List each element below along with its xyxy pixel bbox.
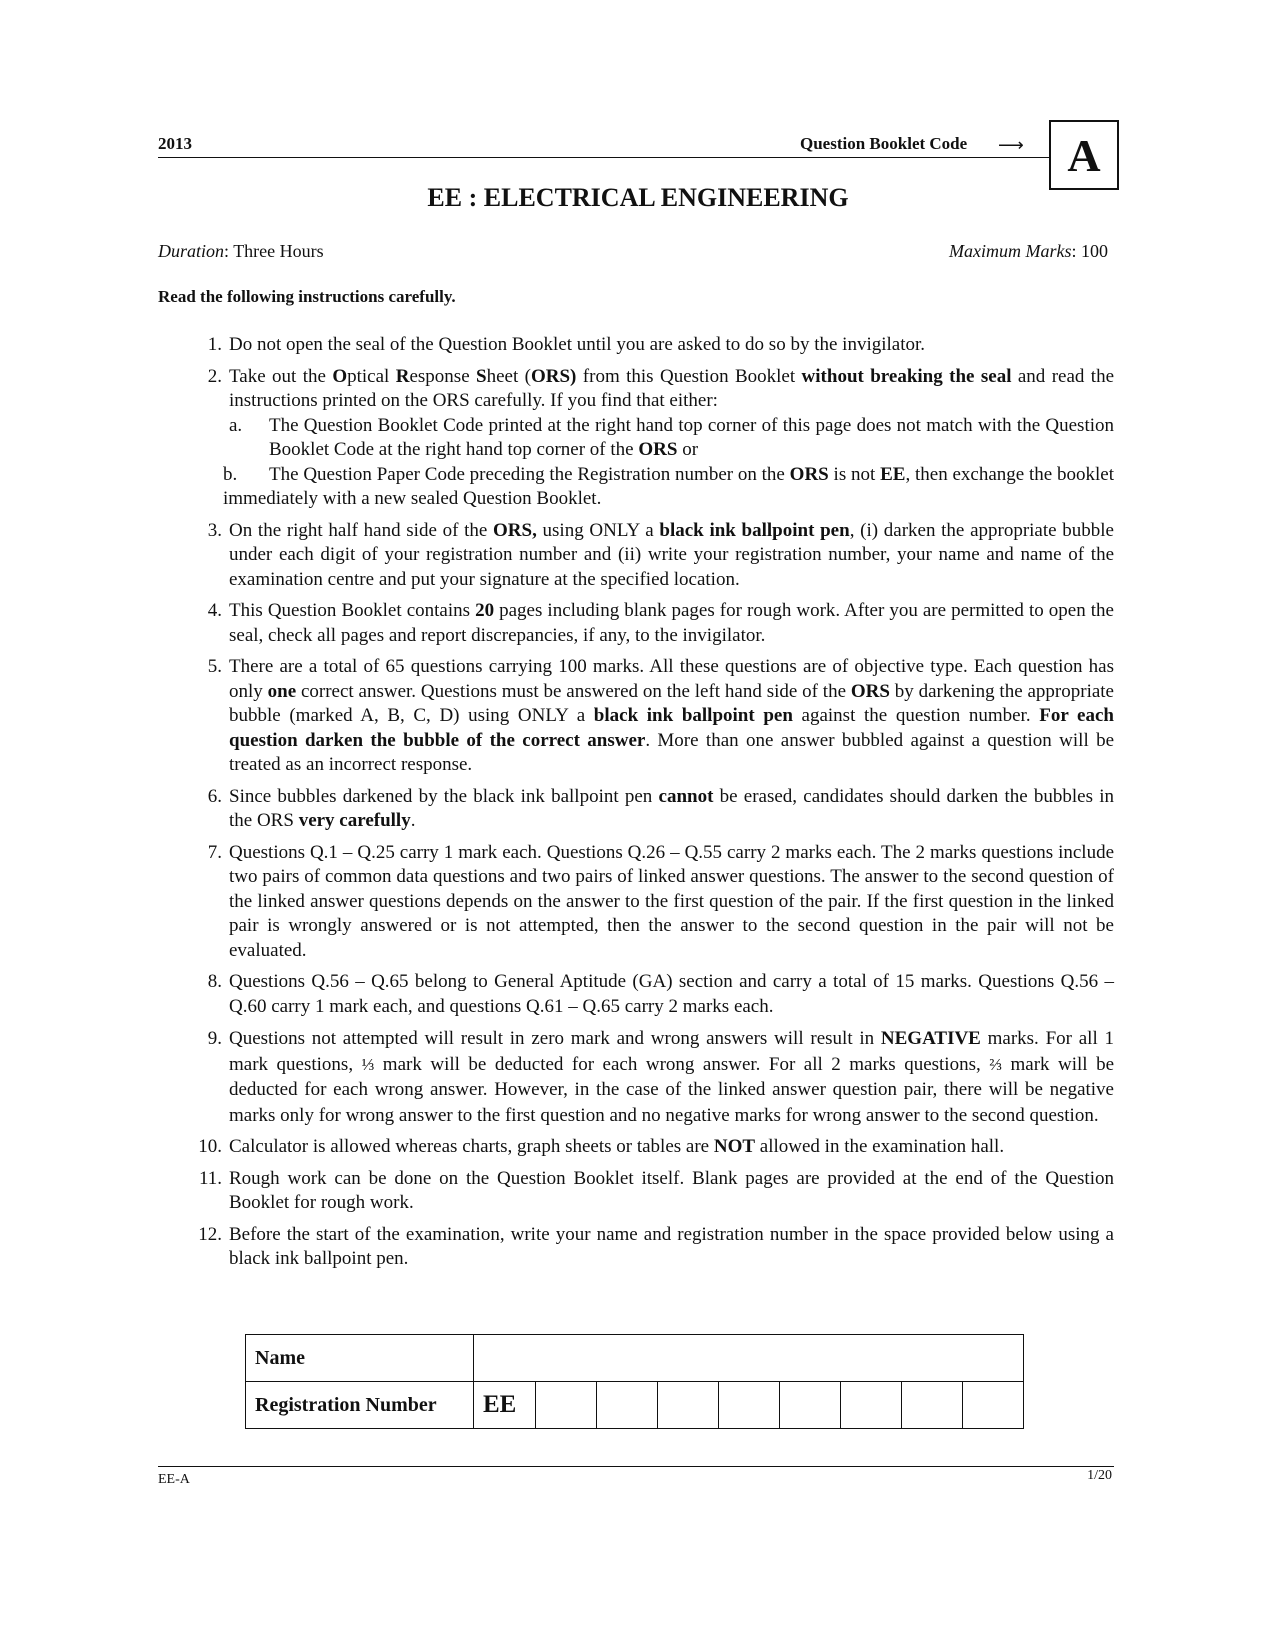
registration-digit-box[interactable]: [902, 1382, 963, 1429]
duration: [158, 241, 324, 262]
read-instructions-heading: Read the following instructions carefully.: [158, 287, 456, 306]
page-number: 1/20: [1087, 1468, 1112, 1483]
instruction-number: 5.: [207, 656, 222, 677]
instruction-item: [190, 1223, 1114, 1272]
name-row: [246, 1335, 1024, 1382]
footer-divider: [158, 1466, 1114, 1467]
arrow-right-icon: ⟶: [998, 135, 1024, 155]
instruction-item: [190, 970, 1114, 1019]
registration-digit-box[interactable]: [658, 1382, 719, 1429]
instruction-text: Questions not attempted will result in zero mark and wrong answers will result in NEGATIVE marks. For all 1 mark questions, ⅓ mark will be deducted for each wrong answer. For all 2 marks questions, ⅔ mark will be deducted for each wrong answer. However, in the case of the linked answer question pair, there will be negative marks only for wrong answer to the first question and no negative marks for wrong answer to the second question.: [229, 1028, 1115, 1126]
instruction-subitem: a. The Question Booklet Code printed at the right hand top corner of this page does not match with the Question Booklet Code at the right hand top corner of the ORS or: [229, 414, 1114, 460]
registration-row: [246, 1382, 1024, 1429]
instruction-text: There are a total of 65 questions carrying 100 marks. All these questions are of objective type. Each question has only one correct answer. Questions must be answered on the left hand side of the ORS by darkening the appropriate bubble (marked A, B, C, D) using ONLY a black ink ballpoint pen against the question number. For each question darken the bubble of the correct answer. More than one answer bubbled against a question will be treated as an incorrect response.: [229, 656, 1115, 775]
instruction-number: 2.: [207, 365, 222, 387]
registration-prefix: EE: [474, 1382, 536, 1429]
max-marks-label: Maximum Marks: [949, 241, 1072, 261]
registration-digit-box[interactable]: [719, 1382, 780, 1429]
instruction-item: [190, 785, 1114, 834]
registration-label: Registration Number: [246, 1382, 474, 1429]
instruction-number: 3.: [207, 519, 222, 541]
instruction-item: [190, 333, 1114, 358]
instruction-item: [190, 519, 1114, 593]
registration-digit-box[interactable]: [597, 1382, 658, 1429]
instruction-text: Before the start of the examination, write your name and registration number in the space provided below using a black ink ballpoint pen.: [229, 1223, 1114, 1269]
instruction-number: 1.: [207, 334, 222, 355]
registration-digit-box[interactable]: [780, 1382, 841, 1429]
booklet-code-label: Question Booklet Code: [800, 134, 968, 153]
registration-digit-box[interactable]: [841, 1382, 902, 1429]
instruction-text: Questions Q.56 – Q.65 belong to General Aptitude (GA) section and carry a total of 15 marks. Questions Q.56 – Q.60 carry 1 mark each, and questions Q.61 – Q.65 carry 2 marks each.: [229, 971, 1114, 1017]
instruction-number: 8.: [207, 971, 222, 992]
instruction-number: 9.: [207, 1028, 222, 1049]
instruction-item: [190, 365, 1114, 512]
registration-digit-box[interactable]: [963, 1382, 1024, 1429]
instruction-text: Calculator is allowed whereas charts, graph sheets or tables are NOT allowed in the examination hall.: [229, 1136, 1005, 1157]
instruction-number: 4.: [207, 600, 222, 621]
instruction-text: This Question Booklet contains 20 pages including blank pages for rough work. After you are permitted to open the seal, check all pages and report discrepancies, if any, to the invigilator.: [229, 600, 1114, 646]
duration-label: Duration: [158, 241, 225, 261]
booklet-code-box: [1049, 120, 1119, 190]
header-divider: [158, 157, 1049, 158]
instruction-item: [190, 599, 1114, 648]
instruction-number: 12.: [198, 1223, 222, 1245]
instruction-text: Since bubbles darkened by the black ink ballpoint pen cannot be erased, candidates should darken the bubbles in the ORS very carefully.: [229, 785, 1115, 831]
instruction-subitem: b. The Question Paper Code preceding the Registration number on the ORS is not EE, then exchange the booklet immediately with a new sealed Question Booklet.: [223, 463, 1114, 509]
instruction-text: Questions Q.1 – Q.25 carry 1 mark each. Questions Q.26 – Q.55 carry 2 marks each. The 2 marks questions include two pairs of common data questions and two pairs of linked answer questions. The answer to the second question of the linked answer questions depends on the answer to the first question of the pair. If the first question in the linked pair is wrongly answered or is not attempted, then the answer to the second question in the pair will not be evaluated.: [229, 841, 1114, 961]
subitem-label: b.: [223, 463, 238, 485]
instructions-list: [190, 333, 1114, 1279]
instruction-item: [190, 841, 1114, 964]
paper-code-footer: EE-A: [158, 1472, 190, 1487]
instruction-text: On the right half hand side of the ORS, using ONLY a black ink ballpoint pen, (i) darken the appropriate bubble under each digit of your registration number and (ii) write your registration number, your name and name of the examination centre and put your signature at the specified location.: [229, 519, 1114, 590]
booklet-code: A: [1067, 129, 1101, 181]
name-label: Name: [246, 1335, 474, 1382]
instruction-item: [190, 1026, 1114, 1128]
instruction-number: 7.: [207, 841, 222, 863]
instruction-number: 10.: [198, 1136, 222, 1157]
candidate-details-table: [245, 1334, 1024, 1429]
subitem-label: a.: [229, 414, 243, 436]
duration-value: : Three Hours: [224, 241, 324, 261]
exam-year: 2013: [158, 134, 192, 153]
instruction-number: 11.: [198, 1167, 222, 1189]
maximum-marks: [949, 241, 1108, 262]
instruction-number: 6.: [207, 785, 222, 807]
name-field[interactable]: [474, 1335, 1024, 1382]
max-marks-value: : 100: [1071, 241, 1108, 261]
instruction-text: Take out the Optical Response Sheet (ORS) from this Question Booklet without breaking the seal and read the instructions printed on the ORS carefully. If you find that either:: [229, 365, 1115, 411]
page-title: EE : ELECTRICAL ENGINEERING: [427, 183, 849, 212]
instruction-text: Rough work can be done on the Question Booklet itself. Blank pages are provided at the end of the Question Booklet for rough work.: [229, 1167, 1114, 1213]
instruction-item: [190, 1167, 1114, 1216]
registration-digit-box[interactable]: [536, 1382, 597, 1429]
instruction-item: [190, 1135, 1114, 1160]
instruction-item: [190, 655, 1114, 778]
instruction-text: Do not open the seal of the Question Booklet until you are asked to do so by the invigilator.: [229, 334, 926, 355]
